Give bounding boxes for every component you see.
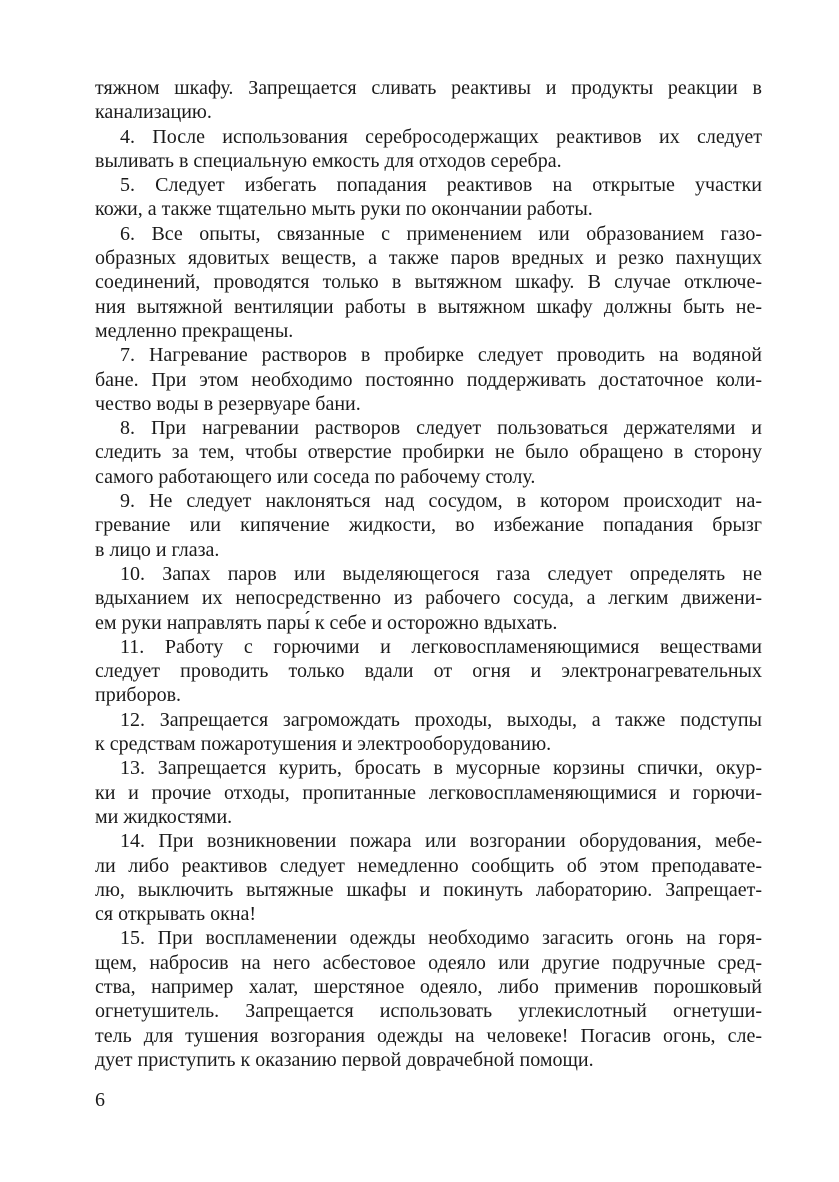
text-line: ми жидкостями. bbox=[95, 805, 233, 828]
text-line: самого работающего или соседа по рабочему столу. bbox=[95, 465, 536, 488]
text-line: тяжном шкафу. Запрещается сливать реактивы и продукты реакции в bbox=[95, 77, 762, 99]
text-line: ки и прочие отходы, пропитанные легковоспламеняющимися и горючи- bbox=[95, 781, 762, 804]
text-line: 12. Запрещается загромождать проходы, выходы, а также подступы bbox=[120, 708, 762, 731]
text-line: следить за тем, чтобы отверстие пробирки не было обращено в сторону bbox=[95, 441, 762, 464]
text-line: соединений, проводятся только в вытяжном шкафу. В случае отключе- bbox=[95, 271, 762, 294]
text-line: выливать в специальную емкость для отходов серебра. bbox=[95, 149, 562, 172]
text-line: ем руки направлять пары́ к себе и осторожно вдыхать. bbox=[95, 611, 558, 634]
text-line: вдыханием их непосредственно из рабочего сосуда, а легким движени- bbox=[95, 587, 762, 610]
text-line: огнетушитель. Запрещается использовать углекислотный огнетуши- bbox=[95, 1000, 762, 1023]
text-line: 7. Нагревание растворов в пробирке следует проводить на водяной bbox=[120, 344, 762, 367]
text-line: к средствам пожаротушения и электрооборудованию. bbox=[95, 733, 552, 756]
page-number: 6 bbox=[95, 1089, 105, 1111]
text-line: 8. При нагревании растворов следует пользоваться держателями и bbox=[120, 417, 762, 440]
text-line: канализацию. bbox=[95, 101, 212, 124]
text-line: бане. При этом необходимо постоянно поддерживать достаточное коли- bbox=[95, 368, 762, 391]
text-line: 10. Запах паров или выделяющегося газа следует определять не bbox=[120, 562, 762, 585]
text-line: ся открывать окна! bbox=[95, 903, 257, 926]
text-line: следует проводить только вдали от огня и электронагревательных bbox=[95, 660, 762, 683]
text-line: 14. При возникновении пожара или возгорании оборудования, мебе- bbox=[120, 830, 762, 853]
text-line: в лицо и глаза. bbox=[95, 538, 220, 561]
text-line: медленно прекращены. bbox=[95, 319, 294, 342]
text-line: тель для тушения возгорания одежды на человеке! Погасив огонь, сле- bbox=[95, 1024, 762, 1047]
text-line: образных ядовитых веществ, а также паров вредных и резко пахнущих bbox=[95, 247, 762, 270]
text-line: ния вытяжной вентиляции работы в вытяжном шкафу должны быть не- bbox=[95, 295, 762, 318]
text-line: щем, набросив на него асбестовое одеяло или другие подручные сред- bbox=[95, 951, 762, 974]
text-line: приборов. bbox=[95, 684, 182, 707]
text-line: 15. При воспламенении одежды необходимо загасить огонь на горя- bbox=[120, 927, 762, 950]
text-line: 6. Все опыты, связанные с применением или образованием газо- bbox=[120, 222, 762, 245]
text-line: лю, выключить вытяжные шкафы и покинуть лабораторию. Запрещает- bbox=[95, 878, 762, 901]
text-line: ства, например халат, шерстяное одеяло, либо применив порошковый bbox=[95, 975, 762, 998]
text-line: ли либо реактивов следует немедленно сообщить об этом преподавате- bbox=[95, 854, 762, 877]
text-line: кожи, а также тщательно мыть руки по окончании работы. bbox=[95, 198, 593, 221]
text-line: 11. Работу с горючими и легковоспламеняющимися веществами bbox=[120, 635, 762, 658]
text-line: 9. Не следует наклоняться над сосудом, в котором происходит на- bbox=[120, 490, 762, 513]
text-line: чество воды в резервуаре бани. bbox=[95, 392, 361, 415]
text-line: 13. Запрещается курить, бросать в мусорные корзины спички, окур- bbox=[120, 757, 762, 780]
text-line: 4. После использования серебросодержащих реактивов их следует bbox=[120, 125, 762, 148]
text-line: дует приступить к оказанию первой доврачебной помощи. bbox=[95, 1048, 594, 1071]
text-line: 5. Следует избегать попадания реактивов на открытые участки bbox=[120, 174, 762, 197]
text-line: гревание или кипячение жидкости, во избежание попадания брызг bbox=[95, 514, 762, 537]
document-body bbox=[95, 76, 762, 1072]
